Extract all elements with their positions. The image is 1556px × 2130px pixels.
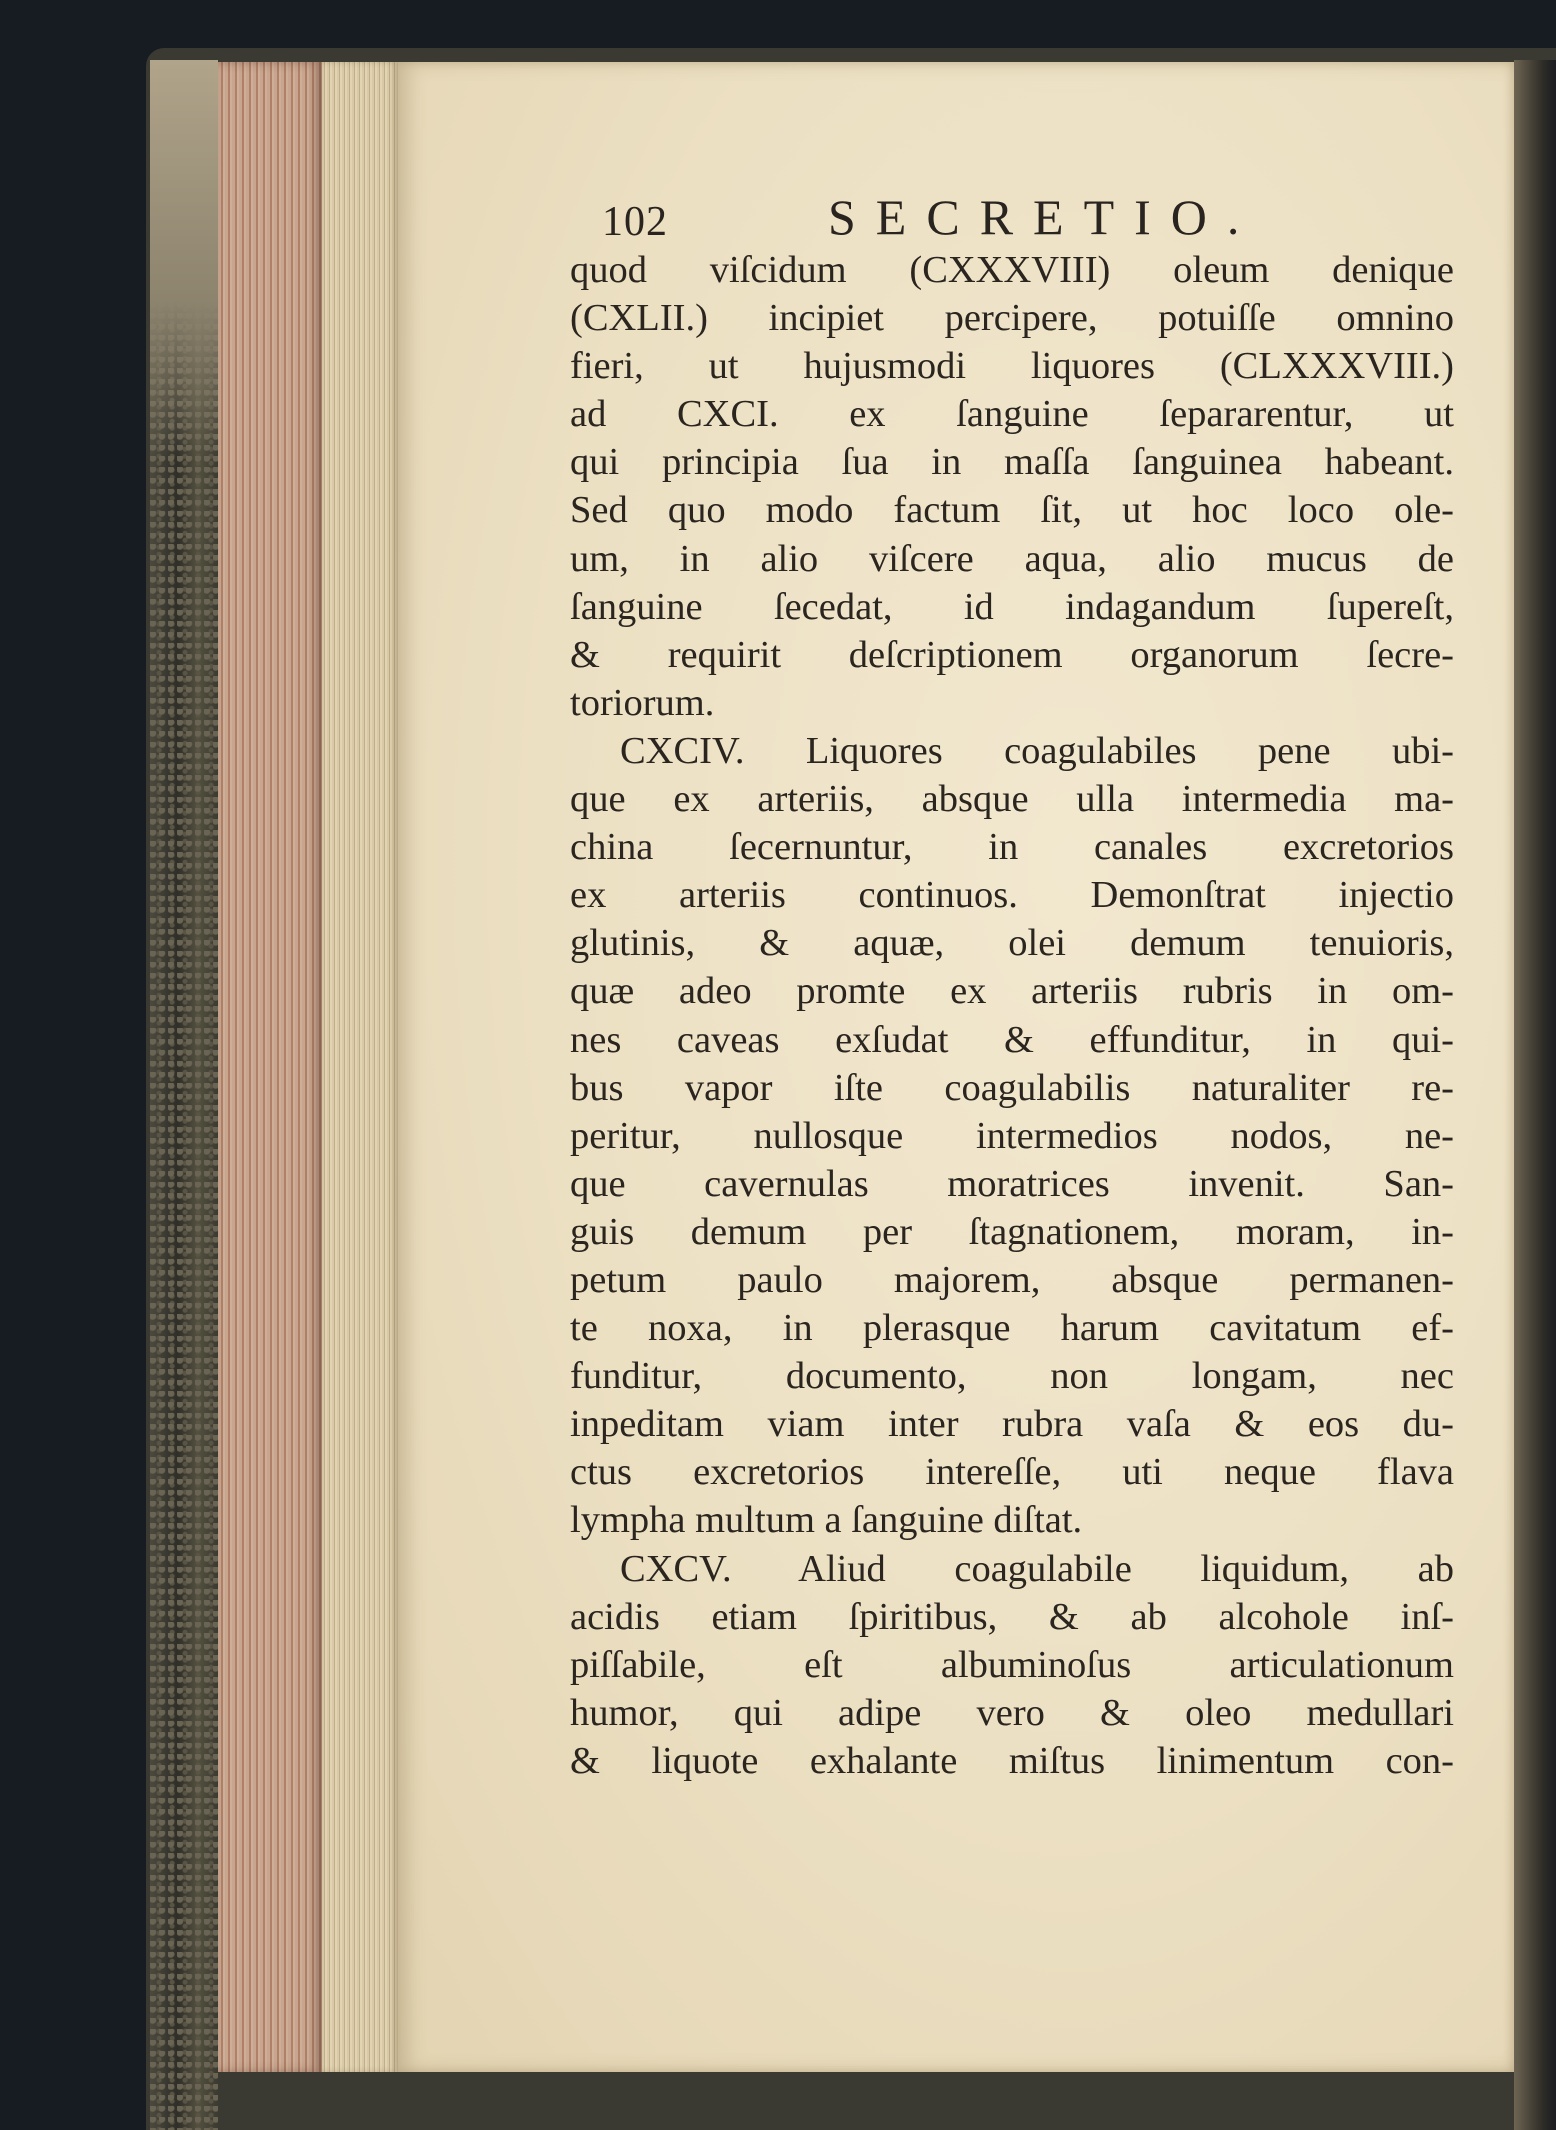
page-body — [570, 246, 1454, 1785]
gutter-shadow — [1514, 60, 1556, 2130]
text-line: piſſabile, eſt albuminoſus articulationum — [570, 1643, 1454, 1686]
page-number: 102 — [602, 199, 668, 245]
text-line: te noxa, in plerasque harum cavitatum ef- — [570, 1307, 1454, 1350]
text-line: & liquote exhalante miſtus linimentum con- — [570, 1739, 1454, 1782]
spine-wear — [150, 60, 218, 460]
text-line: fieri, ut hujusmodi liquores (CLXXXVIII.) — [570, 345, 1454, 388]
text-line: petum paulo majorem, absque permanen- — [570, 1258, 1454, 1301]
text-line: inpeditam viam inter rubra vaſa & eos du- — [570, 1403, 1454, 1446]
text-line: funditur, documento, non longam, nec — [570, 1355, 1454, 1398]
text-line: que cavernulas moratrices invenit. San- — [570, 1162, 1454, 1205]
text-line: & requirit deſcriptionem organorum ſecre- — [570, 633, 1454, 676]
text-line: Sed quo modo factum ſit, ut hoc loco ole- — [570, 489, 1454, 532]
text-line: glutinis, & aquæ, olei demum tenuioris, — [570, 922, 1454, 965]
text-line: lympha multum a ſanguine diſtat. — [570, 1499, 1083, 1542]
text-line: bus vapor iſte coagulabilis naturaliter re- — [570, 1066, 1454, 1109]
section-first-line: CXCV. Aliud coagulabile liquidum, ab — [620, 1547, 1454, 1590]
text-line: guis demum per ſtagnationem, moram, in- — [570, 1210, 1454, 1253]
red-page-edges — [218, 62, 322, 2072]
text-line: ctus excretorios intereſſe, uti neque flava — [570, 1451, 1454, 1494]
text-line: toriorum. — [570, 681, 715, 724]
text-line: nes caveas exſudat & effunditur, in qui- — [570, 1018, 1454, 1061]
page-edges — [322, 62, 398, 2072]
text-line: china ſecernuntur, in canales excretorios — [570, 826, 1454, 869]
text-line: humor, qui adipe vero & oleo medullari — [570, 1691, 1454, 1734]
running-head: SECRETIO. — [828, 189, 1260, 245]
section-first-line: CXCIV. Liquores coagulabiles pene ubi- — [620, 729, 1454, 772]
text-line: que ex arteriis, absque ulla intermedia ma- — [570, 778, 1454, 821]
text-line: um, in alio viſcere aqua, alio mucus de — [570, 537, 1454, 580]
text-line: quæ adeo promte ex arteriis rubris in om- — [570, 970, 1454, 1013]
text-line: peritur, nullosque intermedios nodos, ne- — [570, 1114, 1454, 1157]
text-line: ad CXCI. ex ſanguine ſepararentur, ut — [570, 393, 1454, 436]
text-line: ſanguine ſecedat, id indagandum ſupereſt, — [570, 585, 1454, 628]
text-line: ex arteriis continuos. Demonſtrat injectio — [570, 874, 1454, 917]
text-line: acidis etiam ſpiritibus, & ab alcohole inſ- — [570, 1595, 1454, 1638]
text-line: (CXLII.) incipiet percipere, potuiſſe omnino — [570, 297, 1454, 340]
text-line: qui principia ſua in maſſa ſanguinea habeant. — [570, 441, 1454, 484]
text-line: quod viſcidum (CXXXVIII) oleum denique — [570, 249, 1454, 291]
